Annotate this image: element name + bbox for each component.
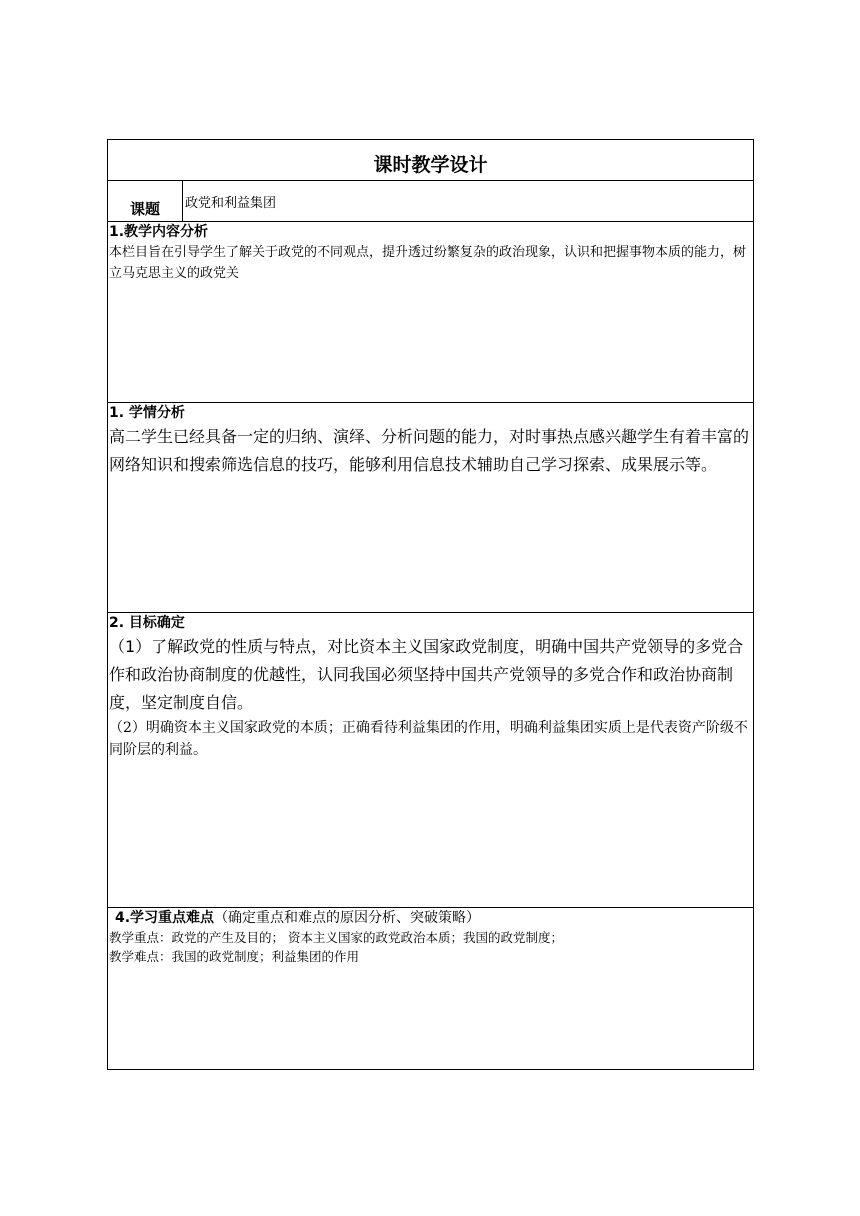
objective-item-1: （1）了解政党的性质与特点，对比资本主义国家政党制度，明确中国共产党领导的多党合作和政治协商制度的优越性，认同我国必须坚持中国共产党领导的多党合作和政治协商制度，坚定制度自信。 — [109, 637, 744, 712]
lesson-design-table — [107, 139, 754, 1070]
key-points-section — [108, 908, 754, 1070]
key-point-text: 教学重点：政党的产生及目的； 资本主义国家的政党政治本质；我国的政党制度； — [109, 930, 563, 945]
content-analysis-heading: 1.教学内容分析 — [109, 224, 209, 240]
table-title-cell — [108, 140, 754, 181]
difficult-point-text: 教学难点：我国的政党制度；利益集团的作用 — [109, 949, 360, 964]
objectives-section — [108, 613, 754, 908]
key-points-heading-note: （确定重点和难点的原因分析、突破策略） — [214, 910, 481, 926]
table-title: 课时教学设计 — [373, 153, 488, 176]
learner-analysis-text: 高二学生已经具备一定的归纳、演绎、分析问题的能力，对时事热点感兴趣学生有着丰富的网络知识和搜索筛选信息的技巧，能够利用信息技术辅助自己学习探索、成果展示等。 — [109, 427, 750, 474]
key-points-heading-row — [109, 908, 752, 928]
topic-value-cell — [183, 181, 754, 222]
content-analysis-section — [108, 222, 754, 403]
topic-label-cell — [108, 181, 183, 222]
objectives-heading: 2. 目标确定 — [109, 615, 185, 631]
learner-analysis-section — [108, 403, 754, 613]
objective-item-2: （2）明确资本主义国家政党的本质；正确看待利益集团的作用，明确利益集团实质上是代表资产阶级不同阶层的利益。 — [109, 720, 748, 758]
key-points-heading: 4.学习重点难点 — [115, 910, 215, 926]
learner-analysis-heading: 1. 学情分析 — [109, 405, 185, 421]
topic-value: 政党和利益集团 — [185, 195, 277, 211]
content-analysis-text: 本栏目旨在引导学生了解关于政党的不同观点，提升透过纷繁复杂的政治现象，认识和把握事物本质的能力，树立马克思主义的政党关 — [109, 245, 747, 281]
topic-label: 课题 — [129, 200, 160, 218]
